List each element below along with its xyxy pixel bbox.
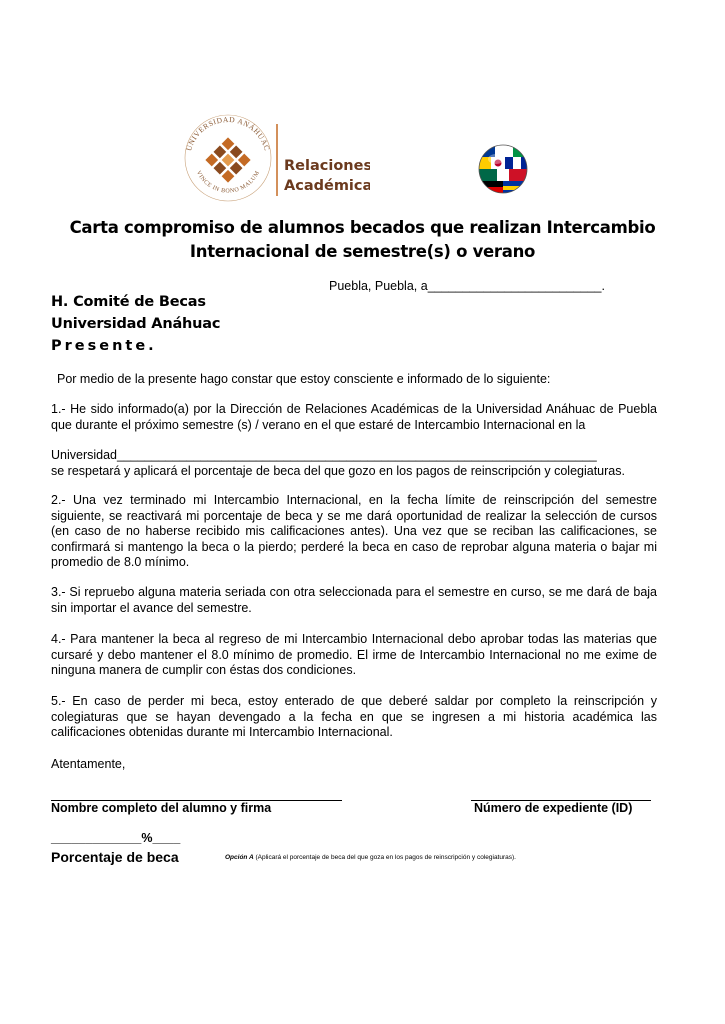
document-title-line1: Carta compromiso de alumnos becados que realizan Intercambio [69,218,656,237]
point-4-text: 4.- Para mantener la beca al regreso de mi Intercambio Internacional debo aprobar todas las materias que cursaré y debo mantener el 8.0 mínimo de promedio. El irme de Intercambio Internacional no me exime de ninguna manera de cumplir con éstas dos condiciones. [51,632,657,677]
logo-ring-text: UNIVERSIDAD ANÁHUAC [184,114,272,152]
point-3-text: 3.- Si repruebo alguna materia seriada con otra seleccionada para el semestre en curso, se me dará de baja sin importar el avance del semestre. [51,585,657,615]
addressee-presente: Presente. [51,338,157,354]
place-date-line: Puebla, Puebla, a_________________________. [329,279,605,293]
addressee-university: Universidad Anáhuac [51,316,221,332]
closing-text: Atentamente, [51,757,126,771]
point-5-text: 5.- En caso de perder mi beca, estoy enterado de que deberé saldar por completo la reinscripción y colegiaturas que se hayan devengado a la fecha en que se ingresen a mi historia académica las calificaciones obtenidas durante mi Intercambio Internacional. [51,694,657,739]
point-1-text: 1.- He sido informado(a) por la Dirección de Relaciones Académicas de la Universidad Anáhuac de Puebla que durante el próximo semestre (s) / verano en el que estaré de Intercambio Internacional en la [51,402,657,432]
addressee-committee: H. Comité de Becas [51,294,206,310]
option-a-text: (Aplicará el porcentaje de beca del que goza en los pagos de reinscripción y colegiaturas). [253,854,516,861]
student-id-label: Número de expediente (ID) [474,801,633,815]
scholarship-percent-blank: _____________%____ [51,831,181,845]
logo-line2: Académica [284,178,370,194]
option-a-label: Opción A [225,854,254,861]
logo-motto: VINCE IN BONO MALUM [194,170,262,195]
student-name-signature-label: Nombre completo del alumno y firma [51,801,272,815]
intro-paragraph: Por medio de la presente hago constar que estoy consciente e informado de lo siguiente: [57,372,551,386]
scholarship-percent-label: Porcentaje de beca [51,849,179,865]
point-1-university-blank: Universidad_____________________________________________________________________ [51,448,597,462]
document-title-line2: Internacional de semestre(s) o verano [189,242,536,261]
anahuac-logo [180,112,370,202]
point-1-continuation: se respetará y aplicará el porcentaje de beca del que gozo en los pagos de reinscripción y colegiaturas. [51,464,625,478]
flags-globe-icon [477,143,529,195]
option-a-note [225,854,516,861]
logo-line1: Relaciones [284,158,370,174]
point-2-text: 2.- Una vez terminado mi Intercambio Internacional, en la fecha límite de reinscripción del semestre siguiente, se reactivará mi porcentaje de beca y se me dará oportunidad de realizar la selección de cursos (en caso de no haberse recibido mis calificaciones antes). Una vez que se reciban las calificaciones, se confirmará si mantengo la beca o la pierdo; perderé la beca en caso de reprobar alguna materia o bajar mi promedio de 8.0 mínimo. [51,493,657,569]
